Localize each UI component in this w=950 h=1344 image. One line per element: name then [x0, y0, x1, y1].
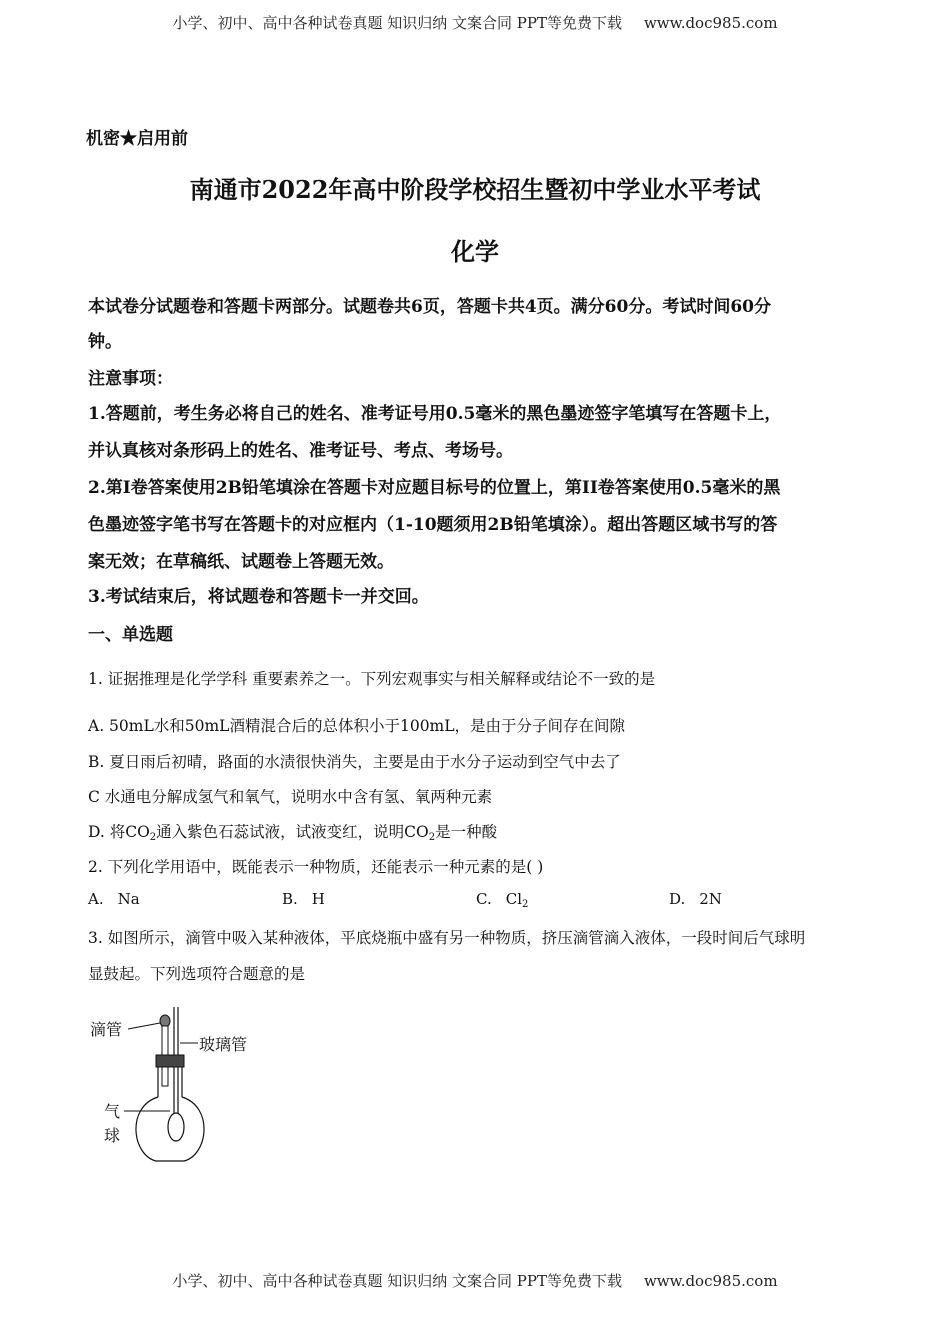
note-1b: 并认真核对条形码上的姓名、准考证号、考点、考场号。 — [88, 441, 513, 461]
balloon-label-1: 气 — [104, 1102, 121, 1121]
q2-option-a — [88, 890, 140, 908]
rubber-stopper — [156, 1055, 184, 1067]
header-url[interactable]: www.doc985.com — [643, 14, 778, 32]
q2-c-value: Cl — [505, 890, 522, 908]
q3-figure — [86, 1005, 286, 1175]
note-2c: 案无效；在草稿纸、试题卷上答题无效。 — [88, 552, 394, 572]
page-footer — [0, 1270, 950, 1291]
intro-line-1: 本试卷分试题卷和答题卡两部分。试题卷共6页，答题卡共4页。满分60分。考试时间60分 — [88, 297, 771, 317]
note-2a: 2.第I卷答案使用2B铅笔填涂在答题卡对应题目标号的位置上，第II卷答案使用0.5毫米的黑 — [88, 478, 781, 498]
q1-stem: 1. 证据推理是化学学科 重要素养之一。下列宏观事实与相关解释或结论不一致的是 — [88, 670, 656, 688]
q2-a-label: A. — [88, 890, 104, 908]
q2-stem: 2. 下列化学用语中，既能表示一种物质，还能表示一种元素的是( ) — [88, 858, 544, 876]
q1-option-d — [88, 820, 497, 843]
balloon-label-2: 球 — [104, 1126, 121, 1145]
q1-option-a: A. 50mL水和50mL酒精混合后的总体积小于100mL，是由于分子间存在间隙 — [88, 717, 626, 735]
q3-stem-line-2: 显鼓起。下列选项符合题意的是 — [88, 965, 306, 983]
q2-c-sub: 2 — [522, 899, 529, 910]
dropper-leader — [128, 1023, 160, 1029]
section-single-choice: 一、单选题 — [88, 625, 173, 645]
exam-title: 南通市2022年高中阶段学校招生暨初中学业水平考试 — [189, 175, 761, 204]
intro-line-2: 钟。 — [88, 332, 122, 352]
glass-tube-label: 玻璃管 — [199, 1035, 248, 1054]
confidential-mark: 机密★启用前 — [86, 129, 188, 149]
q2-b-value: H — [311, 890, 325, 908]
footer-text: 小学、初中、高中各种试卷真题 知识归纳 文案合同 PPT等免费下载 — [172, 1272, 622, 1290]
q1-option-c: C 水通电分解成氢气和氧气，说明水中含有氢、氧两种元素 — [88, 788, 493, 806]
q1-d-part1: D. 将CO — [88, 823, 150, 841]
q1-d-sub2: 2 — [428, 832, 436, 843]
q2-c-label: C. — [476, 890, 492, 908]
header-text: 小学、初中、高中各种试卷真题 知识归纳 文案合同 PPT等免费下载 — [172, 14, 622, 32]
q2-a-value: Na — [117, 890, 140, 908]
q1-option-b: B. 夏日雨后初晴，路面的水渍很快消失，主要是由于水分子运动到空气中去了 — [88, 753, 621, 771]
notes-heading: 注意事项： — [88, 369, 173, 389]
q3-stem-line-1: 3. 如图所示，滴管中吸入某种液体，平底烧瓶中盛有另一种物质，挤压滴管滴入液体，一段时间后气球明 — [88, 929, 806, 947]
footer-url[interactable]: www.doc985.com — [643, 1272, 778, 1290]
dropper-bulb — [160, 1015, 170, 1027]
page-header — [0, 12, 950, 33]
note-3: 3.考试结束后，将试题卷和答题卡一并交回。 — [88, 587, 429, 607]
note-1a: 1.答题前，考生务必将自己的姓名、准考证号用0.5毫米的黑色墨迹签字笔填写在答题卡上， — [88, 404, 782, 424]
balloon — [168, 1113, 184, 1141]
q2-option-d — [669, 890, 722, 908]
note-2b: 色墨迹签字笔书写在答题卡的对应框内（1-10题须用2B铅笔填涂）。超出答题区域书写的答 — [88, 515, 778, 535]
q2-d-label: D. — [669, 890, 686, 908]
q2-option-b — [282, 890, 325, 908]
q1-d-part2: 通入紫色石蕊试液，试液变红，说明CO — [156, 823, 429, 841]
q1-d-part3: 是一种酸 — [435, 823, 498, 841]
q1-d-sub1: 2 — [149, 832, 157, 843]
subject-title: 化学 — [451, 237, 499, 266]
q2-d-value: 2N — [699, 890, 722, 908]
dropper-label: 滴管 — [90, 1020, 123, 1039]
q2-b-label: B. — [282, 890, 298, 908]
q2-option-c — [476, 890, 528, 910]
flask-apparatus-diagram — [86, 1005, 286, 1175]
